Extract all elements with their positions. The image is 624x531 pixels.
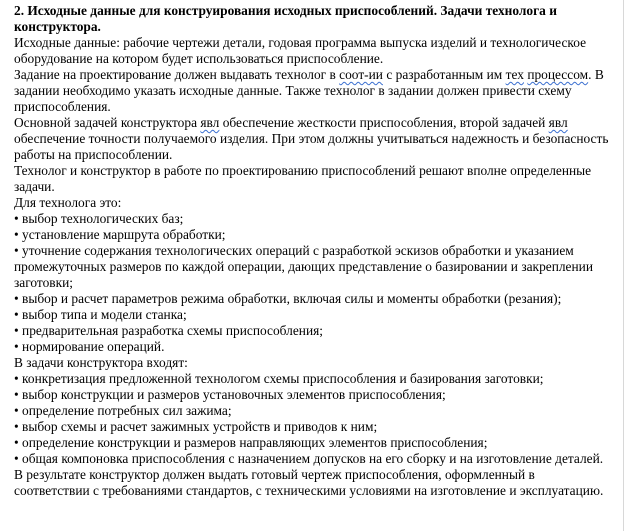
text-run: Задание на проектирование должен выдавать технолог в [14, 67, 340, 82]
list-item: • выбор технологических баз; [14, 211, 610, 227]
technologist-heading: Для технолога это: [14, 195, 122, 210]
designer-task-list [14, 371, 610, 467]
designer-heading: В задачи конструктора входят: [14, 355, 188, 370]
text-run: обеспечение точности получаемого изделия. При этом должны учитываться надежность и безопасность работы на приспособлении. [14, 131, 609, 162]
technologist-task-list [14, 211, 610, 355]
list-item: • установление маршрута обработки; [14, 227, 610, 243]
list-item: • выбор и расчет параметров режима обработки, включая силы и моменты обработки (резания); [14, 291, 610, 307]
text-run: . В задании необходимо указать исходные данные. Также технолог в задании должен привести схему приспособления. [14, 67, 604, 114]
spellcheck-word: процессом [527, 67, 589, 82]
list-item: • общая компоновка приспособления с назначением допусков на его сборку и на изготовление деталей. [14, 451, 610, 467]
list-item: • определение потребных сил зажима; [14, 403, 610, 419]
list-item: • выбор типа и модели станка; [14, 307, 610, 323]
spellcheck-word: тех [505, 67, 524, 82]
spellcheck-word: соот-ии [339, 67, 383, 82]
paragraph-result: В результате конструктор должен выдать готовый чертеж приспособления, оформленный в соответствии с требованиями стандартов, с техническими условиями на изготовление и эксплуатацию. [14, 467, 604, 498]
list-item: • выбор схемы и расчет зажимных устройств и приводов к ним; [14, 419, 610, 435]
text-run: Основной задачей конструктора [14, 115, 201, 130]
list-item: • нормирование операций. [14, 339, 610, 355]
list-item: • определение конструкции и размеров направляющих элементов приспособления; [14, 435, 610, 451]
list-item: • предварительная разработка схемы приспособления; [14, 323, 610, 339]
paragraph-main-task [14, 115, 610, 163]
spellcheck-word: явл [548, 115, 568, 130]
paragraph-roles: Технолог и конструктор в работе по проектированию приспособлений решают вполне определенные задачи. [14, 163, 592, 194]
paragraph-source-data-text: Исходные данные: рабочие чертежи детали, годовая программа выпуска изделий и технологическое оборудование на котором будет использоваться приспособление. [14, 35, 587, 66]
text-run: с разработанным им [382, 67, 506, 82]
text-run: обеспечение жесткости приспособления, второй задачей [219, 115, 549, 130]
list-item: • конкретизация предложенной технологом схемы приспособления и базирования заготовки; [14, 371, 610, 387]
list-item: • выбор конструкции и размеров установочных элементов приспособления; [14, 387, 610, 403]
list-item: • уточнение содержания технологических операций с разработкой эскизов обработки и указанием промежуточных размеров по каждой операции, дающих представление о базировании и закреплении заготовки; [14, 243, 610, 291]
section-title: 2. Исходные данные для конструирования исходных приспособлений. Задачи технолога и конструктора. [14, 3, 557, 34]
paragraph-task-assignment [14, 67, 610, 115]
spellcheck-word: явл [200, 115, 220, 130]
paragraph-source-data [14, 35, 610, 67]
